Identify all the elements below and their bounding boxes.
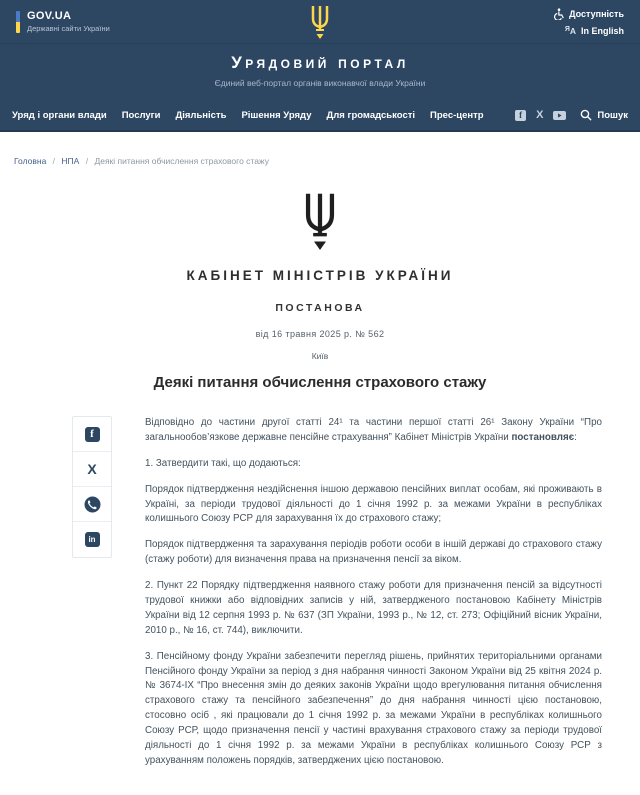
breadcrumb-separator: / xyxy=(52,156,56,166)
nav-item-public[interactable]: Для громадськості xyxy=(326,109,416,121)
search-label: Пошук xyxy=(597,109,628,121)
nav-item-government[interactable]: Уряд і органи влади xyxy=(12,109,107,121)
doc-paragraph: Порядок підтвердження та зарахування періодів роботи особи в іншій державі до страхового стажу (стажу роботи) для визначення права на призначення пенсії за віком. xyxy=(145,539,602,566)
doc-paragraph: Порядок підтвердження нездійснення іншою державою пенсійних виплат особам, які проживають в Україні, за періоди трудової діяльності до 1 січня 1992 р. за межами України в республіках колишнього Союзу РСР для зарахування їх до страхового стажу; xyxy=(145,483,602,525)
whatsapp-share-button[interactable] xyxy=(73,487,111,522)
share-rail xyxy=(72,416,112,558)
nav-item-press[interactable]: Прес-центр xyxy=(430,109,484,121)
facebook-icon: f xyxy=(85,427,100,442)
portal-subtitle: Єдиний веб-портал органів виконавчої влади України xyxy=(214,78,426,88)
x-twitter-share-button[interactable] xyxy=(73,452,111,487)
accessibility-label: Доступність xyxy=(569,8,624,19)
nav-item-services[interactable]: Послуги xyxy=(121,109,161,121)
x-twitter-icon: X xyxy=(87,461,97,477)
accessibility-icon xyxy=(552,8,564,20)
document-body xyxy=(0,391,640,795)
doc-paragraph: 1. Затвердити такі, що додаються: xyxy=(145,457,301,469)
topbar xyxy=(0,0,640,44)
ukraine-flag-bar-icon xyxy=(16,11,20,33)
nav-item-activity[interactable]: Діяльність xyxy=(175,109,227,121)
breadcrumb-separator: / xyxy=(85,156,89,166)
main-nav xyxy=(0,100,640,130)
breadcrumb-npa[interactable]: НПА xyxy=(61,156,80,166)
facebook-icon[interactable]: f xyxy=(515,110,526,121)
language-label: In English xyxy=(580,25,624,36)
intro-tail: : xyxy=(574,431,577,443)
document-city: Київ xyxy=(311,351,329,361)
portal-title[interactable]: Урядовий портал xyxy=(231,53,409,72)
linkedin-share-button[interactable] xyxy=(73,522,111,557)
breadcrumb-home[interactable]: Головна xyxy=(14,156,47,166)
trident-emblem-icon xyxy=(301,192,339,255)
search-button[interactable] xyxy=(580,109,628,121)
breadcrumb-current: Деякі питання обчислення страхового стажу xyxy=(94,156,269,166)
document-date-number: від 16 травня 2025 р. № 562 xyxy=(255,329,385,339)
search-icon xyxy=(580,109,592,121)
institution-name: КАБІНЕТ МІНІСТРІВ УКРАЇНИ xyxy=(186,268,454,283)
doc-paragraph: 2. Пункт 22 Порядку підтвердження наявного стажу роботи для призначення пенсій за відсутності трудової книжки або відповідних записів у ній, затвердженого постановою Кабінету Міністрів України від 12 серпня 1993 р. № 637 (ЗП України, 1993 р., № 12, ст. 273; Офіційний вісник України, 2010 р., № 16, ст. 744), виключити. xyxy=(145,580,602,636)
doc-paragraph: 3. Пенсійному фонду України забезпечити перегляд рішень, прийнятих територіальними органами Пенсійного фонду України за період з дня набрання чинності Законом України від 25 квітня 2024 р. № 3674-IX “Про внесення змін до деяких законів України щодо врегулювання питання обчислення страхового стажу та пенсійного забезпечення” до дня набрання чинності цією постановою, стосовно осіб , які працювали до 1 січня 1992 р. за межами України в республіках колишнього Союзу РСР, щодо призначення пенсії у частині врахування страхового стажу за періоди трудової діяльності до 1 січня 1992 р. за межами України в республіках колишнього Союзу РСР з урахуванням положень порядків, затверджених цією постановою. xyxy=(145,650,602,766)
youtube-icon[interactable] xyxy=(553,111,566,120)
document-header xyxy=(0,170,640,391)
brand-name: GOV.UA xyxy=(27,10,72,22)
masthead xyxy=(0,44,640,132)
nav-item-decisions[interactable]: Рішення Уряду xyxy=(241,109,312,121)
govua-logo[interactable] xyxy=(16,10,110,33)
breadcrumb xyxy=(0,132,640,170)
brand-subtitle: Державні сайти України xyxy=(27,24,110,33)
intro-text: Відповідно до частини другої статті 24¹ та частини першої статті 26¹ Закону України “Про загальнообов’язкове державне пенсійне страхування” Кабінет Міністрів України xyxy=(145,417,602,443)
trident-emblem-small-icon xyxy=(309,4,331,45)
document-type: ПОСТАНОВА xyxy=(275,302,365,314)
x-twitter-icon[interactable]: X xyxy=(536,108,544,121)
doc-paragraph-intro xyxy=(145,416,602,446)
whatsapp-icon xyxy=(84,496,101,513)
facebook-share-button[interactable] xyxy=(73,417,111,452)
intro-resolves-word: постановляє xyxy=(511,431,575,443)
language-switcher[interactable] xyxy=(565,26,624,36)
linkedin-icon: in xyxy=(85,532,100,547)
accessibility-link[interactable] xyxy=(552,8,624,20)
translate-icon: $^Я$A xyxy=(564,25,576,36)
page-title: Деякі питання обчислення страхового стажу xyxy=(153,374,487,391)
